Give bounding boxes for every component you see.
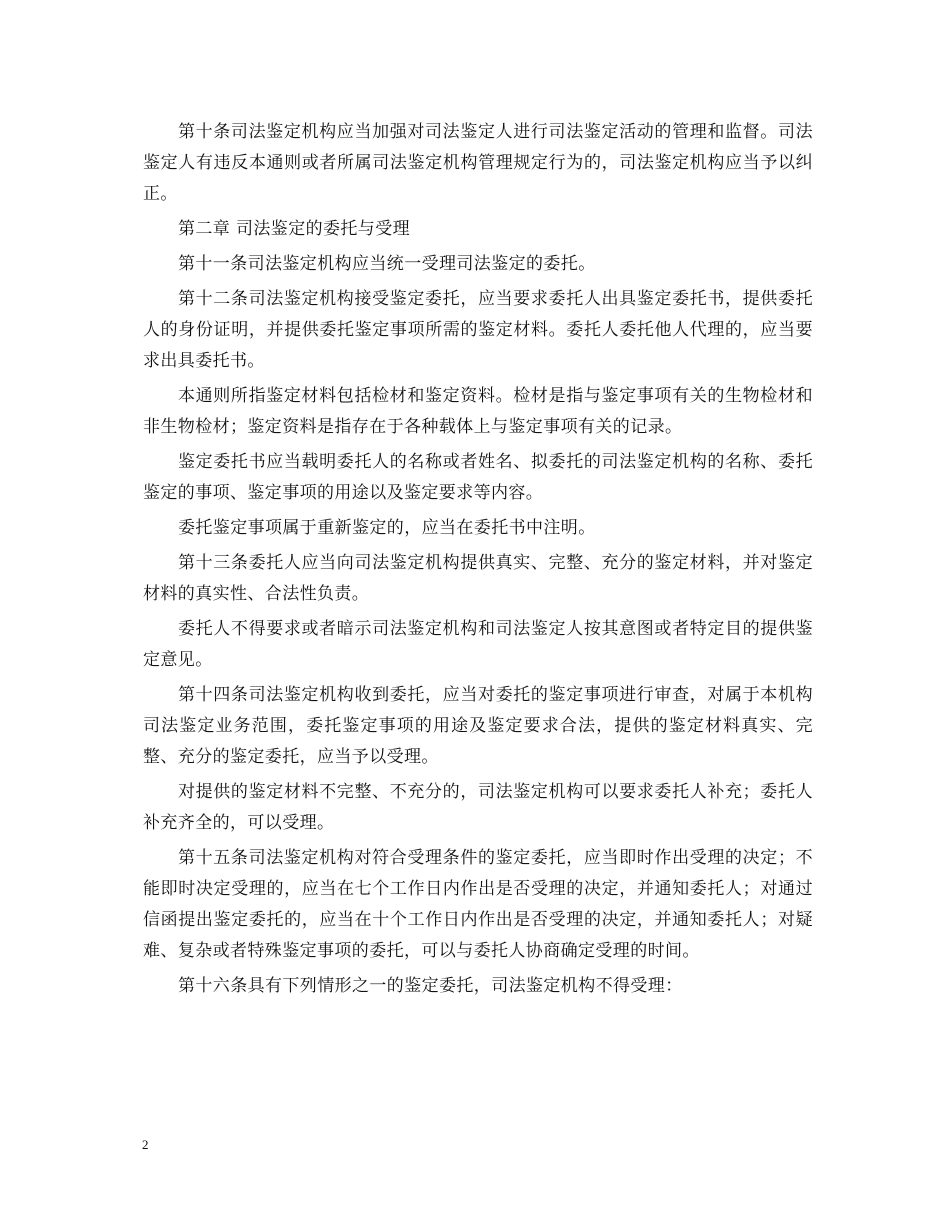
paragraph-materials-definition: 本通则所指鉴定材料包括检材和鉴定资料。检材是指与鉴定事项有关的生物检材和非生物检材；鉴定资料是指存在于各种载体上与鉴定事项有关的记录。 bbox=[143, 386, 813, 437]
paragraph-article-11: 第十一条司法鉴定机构应当统一受理司法鉴定的委托。 bbox=[178, 254, 596, 274]
document-body bbox=[143, 117, 813, 1002]
paragraph-article-13: 第十三条委托人应当向司法鉴定机构提供真实、完整、充分的鉴定材料，并对鉴定材料的真实性、合法性负责。 bbox=[143, 553, 813, 604]
paragraph-re-appraisal: 委托鉴定事项属于重新鉴定的，应当在委托书中注明。 bbox=[178, 518, 596, 538]
paragraph-article-10: 第十条司法鉴定机构应当加强对司法鉴定人进行司法鉴定活动的管理和监督。司法鉴定人有违反本通则或者所属司法鉴定机构管理规定行为的，司法鉴定机构应当予以纠正。 bbox=[143, 122, 813, 204]
chapter-heading: 第二章 司法鉴定的委托与受理 bbox=[178, 219, 411, 239]
paragraph-article-12: 第十二条司法鉴定机构接受鉴定委托，应当要求委托人出具鉴定委托书，提供委托人的身份证明，并提供委托鉴定事项所需的鉴定材料。委托人委托他人代理的，应当要求出具委托书。 bbox=[143, 289, 813, 371]
paragraph-article-15: 第十五条司法鉴定机构对符合受理条件的鉴定委托，应当即时作出受理的决定；不能即时决定受理的，应当在七个工作日内作出是否受理的决定，并通知委托人；对通过信函提出鉴定委托的，应当在十个工作日内作出是否受理的决定，并通知委托人；对疑难、复杂或者特殊鉴定事项的委托，可以与委托人协商确定受理的时间。 bbox=[143, 848, 813, 961]
paragraph-article-16: 第十六条具有下列情形之一的鉴定委托，司法鉴定机构不得受理： bbox=[178, 976, 683, 996]
paragraph-article-14: 第十四条司法鉴定机构收到委托，应当对委托的鉴定事项进行审查，对属于本机构司法鉴定业务范围，委托鉴定事项的用途及鉴定要求合法，提供的鉴定材料真实、完整、充分的鉴定委托，应当予以受理。 bbox=[143, 685, 813, 767]
page-number: 2 bbox=[142, 1137, 149, 1152]
paragraph-no-hinting: 委托人不得要求或者暗示司法鉴定机构和司法鉴定人按其意图或者特定目的提供鉴定意见。 bbox=[143, 619, 813, 670]
paragraph-commission-letter: 鉴定委托书应当载明委托人的名称或者姓名、拟委托的司法鉴定机构的名称、委托鉴定的事项、鉴定事项的用途以及鉴定要求等内容。 bbox=[143, 452, 813, 503]
paragraph-supplement: 对提供的鉴定材料不完整、不充分的，司法鉴定机构可以要求委托人补充；委托人补充齐全的，可以受理。 bbox=[143, 782, 813, 833]
